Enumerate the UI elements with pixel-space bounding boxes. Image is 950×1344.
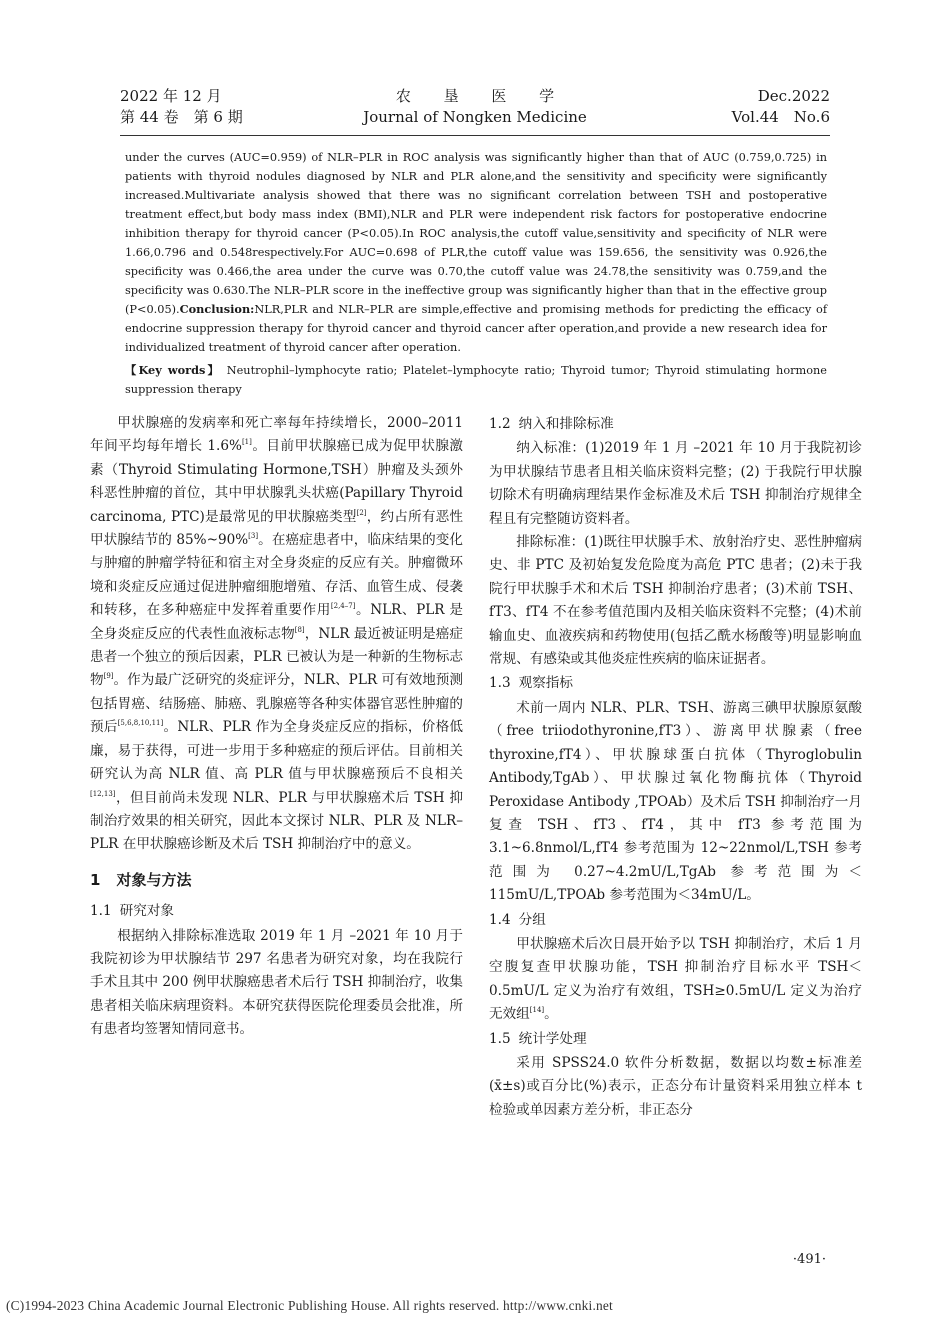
citation[interactable]: [1] — [241, 438, 252, 447]
intro-text: 。NLR、PLR 作为全身炎症反应的指标，价格低廉，易于获得，可进一步用于多种癌症的预后评估。目前相关研究认为高 NLR 值、高 PLR 值与甲状腺癌预后不良相关 — [90, 719, 464, 783]
paragraph: 术前一周内 NLR、PLR、TSH、游离三碘甲状腺原氨酸（free triiodothyronine,fT3）、游离甲状腺素（free thyroxine,fT4）、甲状腺球蛋白抗体（Thyroglobulin Antibody,TgAb）、甲状腺过氧化物酶抗体（Thyroid Peroxidase Antibody ,TPOAb）及术后 TSH 抑制治疗一月复查 TSH、fT3、fT4，其中 fT3 参考范围为 3.1~6.8nmol/L,fT4 参考范围为 12~22nmol/L,TSH 参考范围为 0.27~4.2mU/L,TgAb 参考范围为＜115mU/L,TPOAb 参考范围为＜34mU/L。 — [489, 699, 862, 904]
keywords — [125, 361, 827, 399]
subsection-title: 统计学处理 — [518, 1030, 587, 1047]
conclusion-text: NLR,PLR and NLR–PLR are simple,effective and promising methods for predicting the efficacy of endocrine suppression therapy for thyroid cancer and thyroid cancer after operation,and provide a new research idea for individualized treatment of thyroid cancer after operation. — [125, 303, 827, 354]
paragraph: 采用 SPSS24.0 软件分析数据，数据以均数±标准差(x̄±s)或百分比(%)表示，正态分布计量资料采用独立样本 t 检验或单因素方差分析，非正态分 — [489, 1054, 862, 1118]
header-date: 2022 年 12 月 — [120, 87, 222, 105]
intro-text: 。目前甲状腺癌已成为促甲状腺激素（Thyroid Stimulating Hormone,TSH）肿瘤及头颈外科恶性肿瘤的首位，其中甲状腺乳头状癌(Papillary Thyroid carcinoma, PTC)是最常见的甲状腺癌类型 — [90, 438, 464, 525]
intro-text: 。NLR、PLR 是全身炎症反应的代表性血液标志物 — [90, 602, 464, 642]
citation[interactable]: [9] — [103, 672, 114, 681]
subsection-heading-1-2 — [489, 413, 862, 436]
citation[interactable]: [2] — [356, 508, 367, 517]
intro-text: 甲状腺癌的发病率和死亡率每年持续增长，2000–2011 年间平均每年增长 1.6% — [90, 415, 463, 455]
journal-title-en: Journal of Nongken Medicine — [363, 108, 587, 126]
left-column — [90, 412, 463, 1042]
subsection-number: 1.5 — [489, 1030, 511, 1047]
keywords-text: Neutrophil–lymphocyte ratio; Platelet–lymphocyte ratio; Thyroid tumor; Thyroid stimulating hormone suppression therapy — [125, 364, 827, 396]
subsection-heading-1-4 — [489, 909, 862, 932]
intro-text: 。在癌症患者中，临床结果的变化与肿瘤的肿瘤学特征和宿主对全身炎症的反应有关。肿瘤微环境和炎症反应通过促进肿瘤细胞增殖、存活、血管生成、侵袭和转移，在多种癌症中发挥着重要作用 — [90, 532, 464, 619]
subsection-title: 纳入和排除标准 — [518, 416, 614, 432]
paragraph-text: 甲状腺癌术后次日晨开始予以 TSH 抑制治疗，术后 1 月空腹复查甲状腺功能，TSH 抑制治疗目标水平 TSH＜0.5mU/L 定义为治疗有效组，TSH≥0.5mU/L 定义为治疗无效组 — [489, 935, 862, 1023]
subsection-number: 1.3 — [489, 675, 511, 692]
journal-date-volume-en — [732, 86, 830, 128]
citation[interactable]: [5,6,8,10,11] — [117, 719, 164, 728]
copyright-footer: (C)1994-2023 China Academic Journal Electronic Publishing House. All rights reserved. http://www.cnki.net — [6, 1298, 613, 1313]
header-date-en: Dec.2022 — [757, 87, 830, 105]
citation[interactable]: [14] — [529, 1006, 545, 1015]
subsection-title: 分组 — [518, 911, 546, 928]
section-heading-1 — [90, 869, 463, 892]
citation[interactable]: [2,4–7] — [330, 602, 356, 611]
header-rule — [120, 135, 830, 136]
header-volume-en: Vol.44 No.6 — [731, 108, 830, 126]
journal-title-cn: 农 垦 医 学 — [395, 87, 569, 105]
citation[interactable]: [12,13] — [90, 789, 116, 798]
page-number: ·491· — [792, 1252, 826, 1267]
intro-paragraph — [90, 412, 463, 857]
intro-text: 。作为最广泛研究的炎症评分，NLR、PLR 可有效地预测包括胃癌、结肠癌、肺癌、乳腺癌等各种实体器官恶性肿瘤的预后 — [90, 672, 464, 736]
paragraph — [489, 933, 862, 1027]
paragraph: 排除标准：(1)既往甲状腺手术、放射治疗史、恶性肿瘤病史、非 PTC 及初始复发危险度为高危 PTC 患者；(2)未于我院行甲状腺手术和术后 TSH 抑制治疗患者；(3)术前 TSH、fT3、fT4 不在参考值范围内及相关临床资料不完整；(4)术前输血史、血液疾病和药物使用(包括乙酰水杨酸等)明显影响血常规、有感染或其他炎症性疾病的临床证据者。 — [489, 534, 862, 668]
section-number: 1 — [90, 870, 101, 889]
intro-text: ，但目前尚未发现 NLR、PLR 与甲状腺癌术后 TSH 抑制治疗效果的相关研究，因此本文探讨 NLR、PLR 及 NLR–PLR 在甲状腺癌诊断及术后 TSH 抑制治疗中的意义。 — [90, 789, 463, 853]
subsection-number: 1.2 — [489, 416, 511, 432]
citation[interactable]: [3] — [248, 532, 259, 541]
subsection-heading-1-3 — [489, 672, 862, 695]
abstract-results: under the curves (AUC=0.959) of NLR–PLR in ROC analysis was significantly higher than that of AUC (0.759,0.725) in patients with thyroid nodules diagnosed by NLR and PLR alone,and the sensitivity and specificity were significantly increased.Multivariate analysis showed that there was no significant correlation between TSH and postoperative treatment effect,but body mass index (BMI),NLR and PLR were independent risk factors for postoperative endocrine inhibition therapy for thyroid cancer (P<0.05).In ROC analysis,the cutoff value,sensitivity and specificity of NLR were 1.66,0.796 and 0.548respectively.For AUC=0.698 of PLR,the cutoff value was 159.656, the sensitivity was 0.926,the specificity was 0.466,the area under the curve was 0.70,the cutoff value was 24.78,the sensitivity was 0.759,and the specificity was 0.630.The NLR–PLR score in the ineffective group was significantly higher than that in the effective group (P<0.05). — [125, 151, 827, 316]
right-column — [489, 412, 862, 1122]
subsection-title: 观察指标 — [518, 675, 573, 692]
section-title: 对象与方法 — [116, 870, 192, 889]
header-volume: 第 44 卷 第 6 期 — [120, 108, 243, 126]
paragraph-text: 。 — [544, 1006, 558, 1023]
intro-text: ，NLR 最近被证明是癌症患者一个独立的预后因素，PLR 已被认为是一种新的生物标志物 — [90, 625, 463, 689]
intro-text: ，约占所有恶性甲状腺结节的 85%~90% — [90, 508, 464, 549]
subsection-heading-1-1 — [90, 900, 463, 923]
english-abstract — [125, 148, 827, 399]
subsection-number: 1.4 — [489, 911, 511, 928]
abstract-body — [125, 148, 827, 357]
conclusion-label: Conclusion: — [179, 302, 255, 316]
subsection-heading-1-5 — [489, 1028, 862, 1051]
paragraph: 根据纳入排除标准选取 2019 年 1 月 –2021 年 10 月于我院初诊为甲状腺结节 297 名患者为研究对象，均在我院行手术且其中 200 例甲状腺癌患者术后行 TSH 抑制治疗，收集患者相关临床病理资料。本研究获得医院伦理委员会批准，所有患者均签署知情同意书。 — [90, 927, 463, 1038]
paragraph: 纳入标准：(1)2019 年 1 月 –2021 年 10 月于我院初诊为甲状腺结节患者且相关临床资料完整；(2) 于我院行甲状腺切除术有明确病理结果作金标准及术后 TSH 抑制治疗规律全程且有完整随访资料者。 — [489, 440, 862, 527]
citation[interactable]: [8] — [294, 625, 305, 634]
subsection-title: 研究对象 — [119, 903, 174, 920]
subsection-number: 1.1 — [90, 903, 112, 920]
keywords-label: 【Key words】 — [125, 363, 221, 377]
